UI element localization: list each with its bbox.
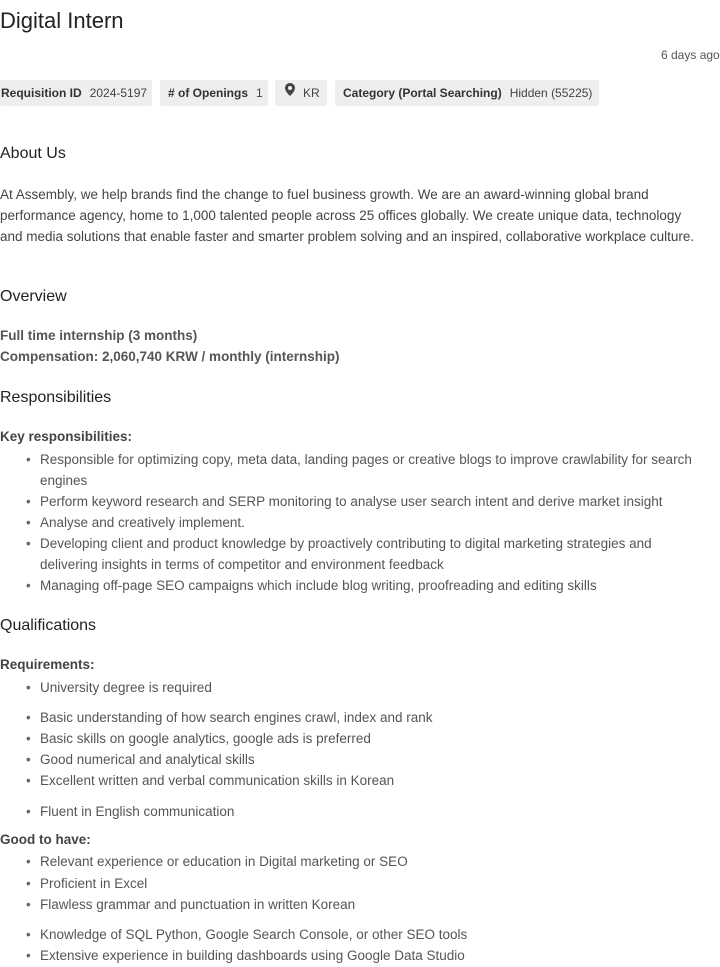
requirements-label: Requirements: bbox=[0, 657, 95, 672]
good-to-have-item: • Proficient in Excel bbox=[40, 873, 700, 894]
location-value: KR bbox=[303, 86, 320, 100]
qualifications-heading: Qualifications bbox=[0, 617, 97, 634]
requisition-id-chip bbox=[0, 80, 152, 106]
overview-compensation: Compensation: 2,060,740 KRW / monthly (internship) bbox=[0, 349, 340, 364]
job-title: Digital Intern bbox=[0, 8, 124, 33]
requisition-id-label: Requisition ID bbox=[1, 86, 82, 100]
openings-label: # of Openings bbox=[168, 86, 249, 100]
overview-heading: Overview bbox=[0, 288, 67, 305]
category-label: Category (Portal Searching) bbox=[343, 86, 502, 100]
key-responsibilities-label: Key responsibilities: bbox=[0, 429, 133, 444]
responsibility-item: • Perform keyword research and SERP monitoring to analyse user search intent and derive market insight bbox=[40, 491, 700, 512]
good-to-have-item: • Relevant experience or education in Digital marketing or SEO bbox=[40, 851, 700, 872]
category-chip bbox=[335, 80, 599, 106]
requirement-item: • University degree is required bbox=[40, 677, 700, 698]
category-value: Hidden (55225) bbox=[509, 86, 593, 100]
about-text: At Assembly, we help brands find the change to fuel business growth. We are an award-winning global brand performance agency, home to 1,000 talented people across 25 offices globally. We create unique data, technology and media solutions that enable faster and smarter problem solving and an inspired, collaborative workplace culture. bbox=[0, 187, 695, 244]
about-heading: About Us bbox=[0, 145, 66, 162]
openings-value: 1 bbox=[256, 86, 263, 100]
location-chip bbox=[275, 80, 327, 106]
location-pin-icon bbox=[285, 79, 295, 105]
openings-chip bbox=[160, 80, 268, 106]
good-to-have-item: • Flawless grammar and punctuation in written Korean bbox=[40, 894, 700, 915]
requisition-id-value: 2024-5197 bbox=[89, 86, 148, 100]
good-to-have-item: • Knowledge of SQL Python, Google Search Console, or other SEO tools bbox=[40, 924, 700, 945]
overview-internship-type: Full time internship (3 months) bbox=[0, 328, 198, 343]
responsibility-item: • Responsible for optimizing copy, meta data, landing pages or creative blogs to improve crawlability for search engines bbox=[40, 449, 700, 491]
requirement-item: • Fluent in English communication bbox=[40, 801, 700, 822]
posted-date: 6 days ago bbox=[661, 48, 720, 62]
good-to-have-label: Good to have: bbox=[0, 832, 91, 847]
requirement-item: • Basic skills on google analytics, google ads is preferred bbox=[40, 728, 700, 749]
requirement-item: • Excellent written and verbal communication skills in Korean bbox=[40, 770, 700, 791]
responsibilities-heading: Responsibilities bbox=[0, 389, 112, 406]
responsibility-item: • Managing off-page SEO campaigns which include blog writing, proofreading and editing skills bbox=[40, 575, 700, 596]
responsibility-item: • Developing client and product knowledge by proactively contributing to digital marketing strategies and delivering insights in terms of competitor and environment feedback bbox=[40, 533, 700, 575]
requirement-item: • Good numerical and analytical skills bbox=[40, 749, 700, 770]
responsibility-item: • Analyse and creatively implement. bbox=[40, 512, 700, 533]
good-to-have-item: • Extensive experience in building dashboards using Google Data Studio bbox=[40, 945, 700, 966]
requirement-item: • Basic understanding of how search engines crawl, index and rank bbox=[40, 707, 700, 728]
